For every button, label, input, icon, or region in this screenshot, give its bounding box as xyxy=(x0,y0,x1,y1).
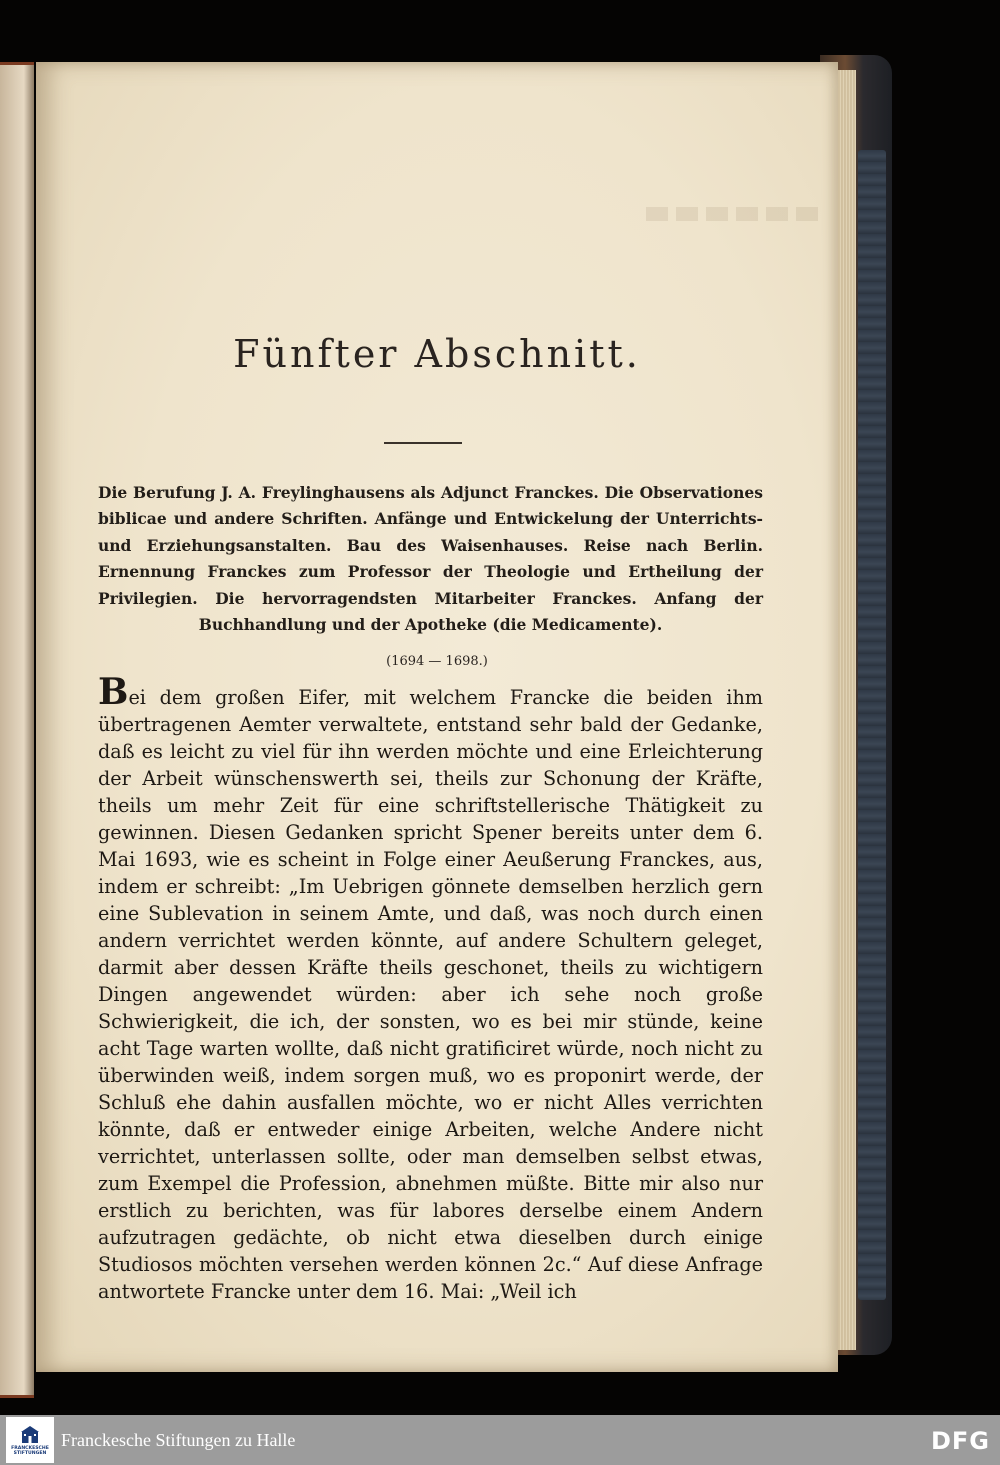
chapter-title: Fünfter Abschnitt. xyxy=(233,332,641,376)
logo-text-line2: STIFTUNGEN xyxy=(13,1451,47,1456)
dfg-logo[interactable]: DFG xyxy=(930,1427,990,1455)
institution-name[interactable]: Franckesche Stiftungen zu Halle xyxy=(61,1429,296,1450)
building-icon xyxy=(20,1424,40,1444)
initial-letter: B xyxy=(98,671,129,713)
chapter-summary: Die Berufung J. A. Freylinghausens als Adjunct Franckes. Die Observationes biblicae und andere Schriften. Anfänge und Entwickelung der Unterrichts- und Erziehungsanstalten. Bau des Waisenhauses. Reise nach Berlin. Ernennung Franckes zum Professor der Theologie und Ertheilung der Privilegien. Die hervorragendsten Mitarbeiter Franckes. Anfang der Buchhandlung und der Apotheke (die Medicamente). xyxy=(98,483,763,635)
logo-text-line1: FRANCKESCHE xyxy=(11,1445,49,1451)
book-page xyxy=(36,62,838,1372)
page-stack-edges xyxy=(836,70,856,1350)
book-spine xyxy=(858,150,886,1300)
logo-text xyxy=(11,1446,49,1457)
institution-logo[interactable] xyxy=(6,1417,54,1463)
footer-bar xyxy=(0,1415,1000,1465)
title-divider xyxy=(384,442,462,444)
body-paragraph xyxy=(98,671,763,1305)
bleed-through-text xyxy=(646,207,826,221)
body-text: ei dem großen Eifer, mit welchem Francke die beiden ihm übertragenen Aemter verwaltete, entstand sehr bald der Gedanke, daß es leicht zu viel für ihn werden möchte und eine Erleichterung der Arbeit wünschenswerth sei, theils zur Schonung der Kräfte, theils um mehr Zeit für eine schriftstellerische Thätigkeit zu gewinnen. Diesen Gedanken spricht Spener bereits unter dem 6. Mai 1693, wie es scheint in Folge einer Aeußerung Franckes, aus, indem er schreibt: „Im Uebrigen gönnete demselben herzlich gern eine Sublevation in seinem Amte, und daß, was noch durch einen andern verrichtet werden könnte, auf andere Schultern geleget, darmit aber dessen Kräfte theils geschonet, theils zu wichtigern Dingen angewendet würden: aber ich sehe noch große Schwierigkeit, die ich, der sonsten, wo es bei mir stünde, keine acht Tage warten wollte, daß nicht gratificiret würde, noch nicht zu überwinden weiß, indem sorgen muß, wo es proponirt werde, der Schluß ehe dahin ausfallen möchte, wo er nicht Alles verrichten könnte, daß er entweder einige Arbeiten, welche Andere nicht verrichtet, unterlassen sollte, oder man demselben selbst etwas, zum Exempel die Profession, abnehmen müßte. Bitte mir also nur erstlich zu berichten, was für labores derselbe einem Andern aufzutragen gedächte, ob nicht etwa dieselben durch einige Studiosos möchten versehen werden können 2c.“ Auf diese Anfrage antwortete Francke unter dem 16. Mai: „Weil ich xyxy=(98,686,763,1303)
chapter-years: (1694 — 1698.) xyxy=(386,654,488,669)
left-page-edge xyxy=(0,62,34,1398)
